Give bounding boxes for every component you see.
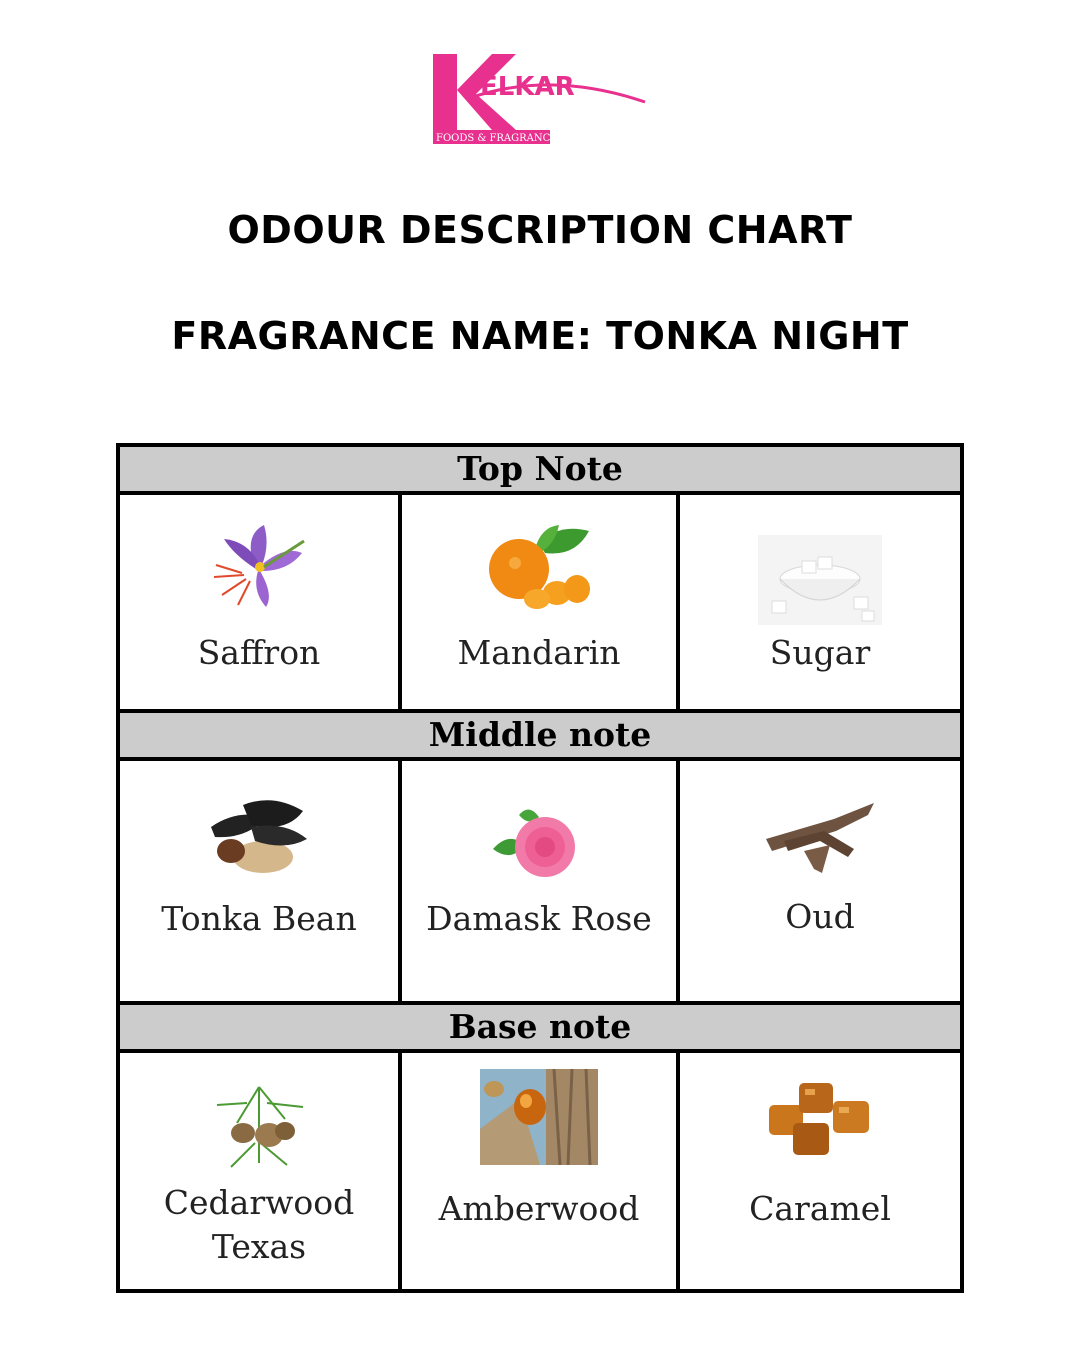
middle-note-heading: Middle note <box>120 709 960 761</box>
note-cell-saffron <box>120 495 398 709</box>
amberwood-icon <box>480 1069 598 1165</box>
note-cell-damask-rose <box>398 761 676 1001</box>
svg-text:ELKAR: ELKAR <box>480 72 575 102</box>
cedar-icon <box>207 1083 311 1169</box>
note-label: Tonka Bean <box>161 899 357 938</box>
kelkar-logo <box>430 50 650 150</box>
note-label: Mandarin <box>457 633 621 672</box>
note-label: Oud <box>785 897 855 936</box>
fragrance-name: FRAGRANCE NAME: TONKA NIGHT <box>171 314 909 358</box>
svg-text:FOODS & FRAGRANCES: FOODS & FRAGRANCES <box>436 133 565 144</box>
note-cell-amberwood <box>398 1053 676 1289</box>
chart-title: ODOUR DESCRIPTION CHART <box>227 208 853 252</box>
saffron-icon <box>204 515 314 611</box>
rose-icon <box>489 805 589 885</box>
note-label: Saffron <box>197 633 321 672</box>
mandarin-icon <box>479 523 599 611</box>
middle-note-row <box>120 761 960 1001</box>
sugar-icon <box>758 535 882 625</box>
base-note-heading: Base note <box>120 1001 960 1053</box>
note-label: Amberwood <box>438 1189 640 1228</box>
top-note-row <box>120 495 960 709</box>
tonka-bean-icon <box>207 793 311 877</box>
caramel-icon <box>765 1077 875 1163</box>
note-cell-oud <box>676 761 960 1001</box>
note-label: Caramel <box>749 1189 891 1228</box>
note-cell-tonka-bean <box>120 761 398 1001</box>
note-label: Damask Rose <box>426 899 652 938</box>
top-note-heading: Top Note <box>120 447 960 495</box>
note-label: Cedarwood Texas <box>163 1183 355 1266</box>
base-note-row <box>120 1053 960 1289</box>
note-label: Sugar <box>769 633 871 672</box>
note-cell-caramel <box>676 1053 960 1289</box>
oud-wood-icon <box>764 801 876 875</box>
odour-chart <box>116 443 964 1293</box>
note-cell-mandarin <box>398 495 676 709</box>
note-cell-cedarwood-texas <box>120 1053 398 1289</box>
note-cell-sugar <box>676 495 960 709</box>
